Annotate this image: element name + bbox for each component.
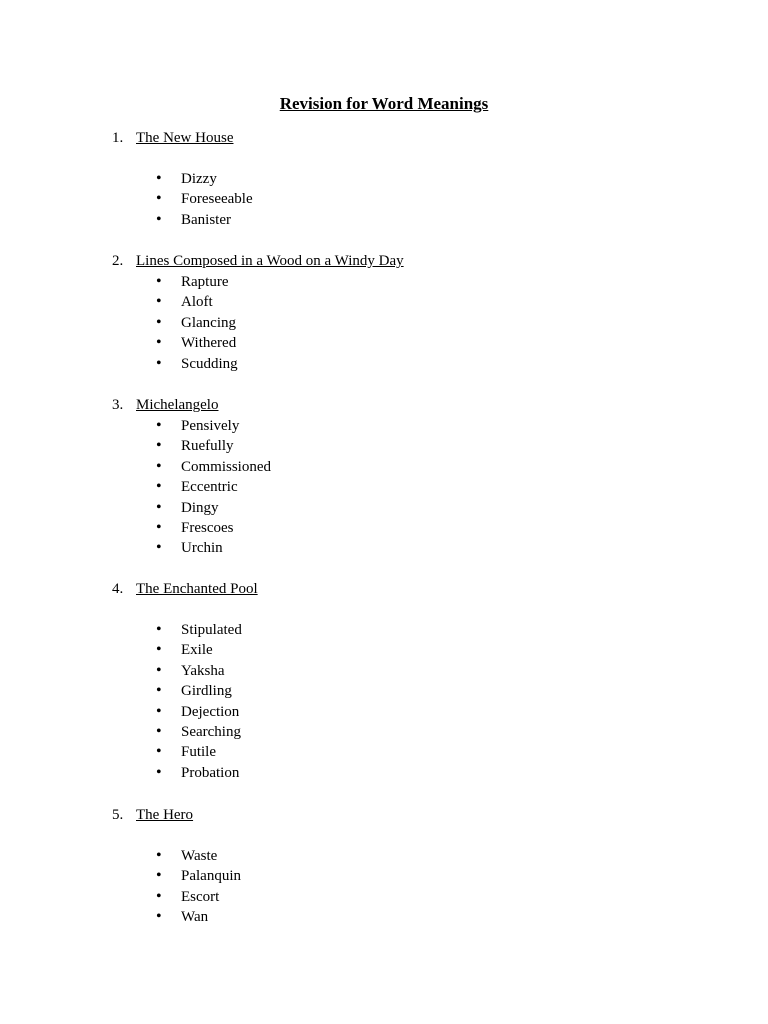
list-item: • Glancing (112, 313, 712, 333)
section-title: The Hero (136, 807, 194, 823)
list-item: • Ruefully (112, 436, 712, 456)
section-number: 3. (112, 397, 124, 413)
section-title: The New House (136, 130, 234, 146)
list-item: • Rapture (112, 272, 712, 292)
section-the-hero (112, 805, 712, 928)
list-item: • Girdling (112, 681, 712, 701)
list-item: • Stipulated (112, 620, 712, 640)
word-list (112, 416, 712, 559)
section-michelangelo (112, 395, 712, 559)
list-item: • Dizzy (112, 169, 712, 189)
section-heading (112, 128, 712, 149)
section-number: 2. (112, 253, 124, 269)
list-item: • Urchin (112, 538, 712, 558)
list-item: • Dingy (112, 498, 712, 518)
section-heading (112, 805, 712, 826)
section-heading (112, 251, 712, 272)
list-item: • Exile (112, 640, 712, 660)
list-item: • Futile (112, 742, 712, 762)
section-number: 4. (112, 581, 124, 597)
section-title: The Enchanted Pool (136, 581, 258, 597)
list-item: • Wan (112, 907, 712, 927)
list-item: • Aloft (112, 292, 712, 312)
list-item: • Scudding (112, 354, 712, 374)
word-list (112, 169, 712, 230)
section-title: Michelangelo (136, 397, 219, 413)
list-item: • Palanquin (112, 866, 712, 886)
section-heading (112, 395, 712, 416)
list-item: • Probation (112, 763, 712, 783)
word-list (112, 846, 712, 928)
list-item: • Banister (112, 210, 712, 230)
section-the-enchanted-pool (112, 579, 712, 783)
section-the-new-house (112, 128, 712, 230)
section-lines-composed (112, 251, 712, 374)
list-item: • Waste (112, 846, 712, 866)
word-list (112, 272, 712, 374)
section-number: 1. (112, 130, 124, 146)
list-item: • Withered (112, 333, 712, 353)
list-item: • Escort (112, 887, 712, 907)
document-title: Revision for Word Meanings (279, 94, 489, 113)
list-item: • Pensively (112, 416, 712, 436)
list-item: • Eccentric (112, 477, 712, 497)
list-item: • Foreseeable (112, 189, 712, 209)
list-item: • Yaksha (112, 661, 712, 681)
section-title: Lines Composed in a Wood on a Windy Day (136, 253, 404, 269)
section-number: 5. (112, 807, 124, 823)
section-heading (112, 579, 712, 600)
word-list (112, 620, 712, 783)
list-item: • Frescoes (112, 518, 712, 538)
list-item: • Dejection (112, 702, 712, 722)
list-item: • Commissioned (112, 457, 712, 477)
list-item: • Searching (112, 722, 712, 742)
